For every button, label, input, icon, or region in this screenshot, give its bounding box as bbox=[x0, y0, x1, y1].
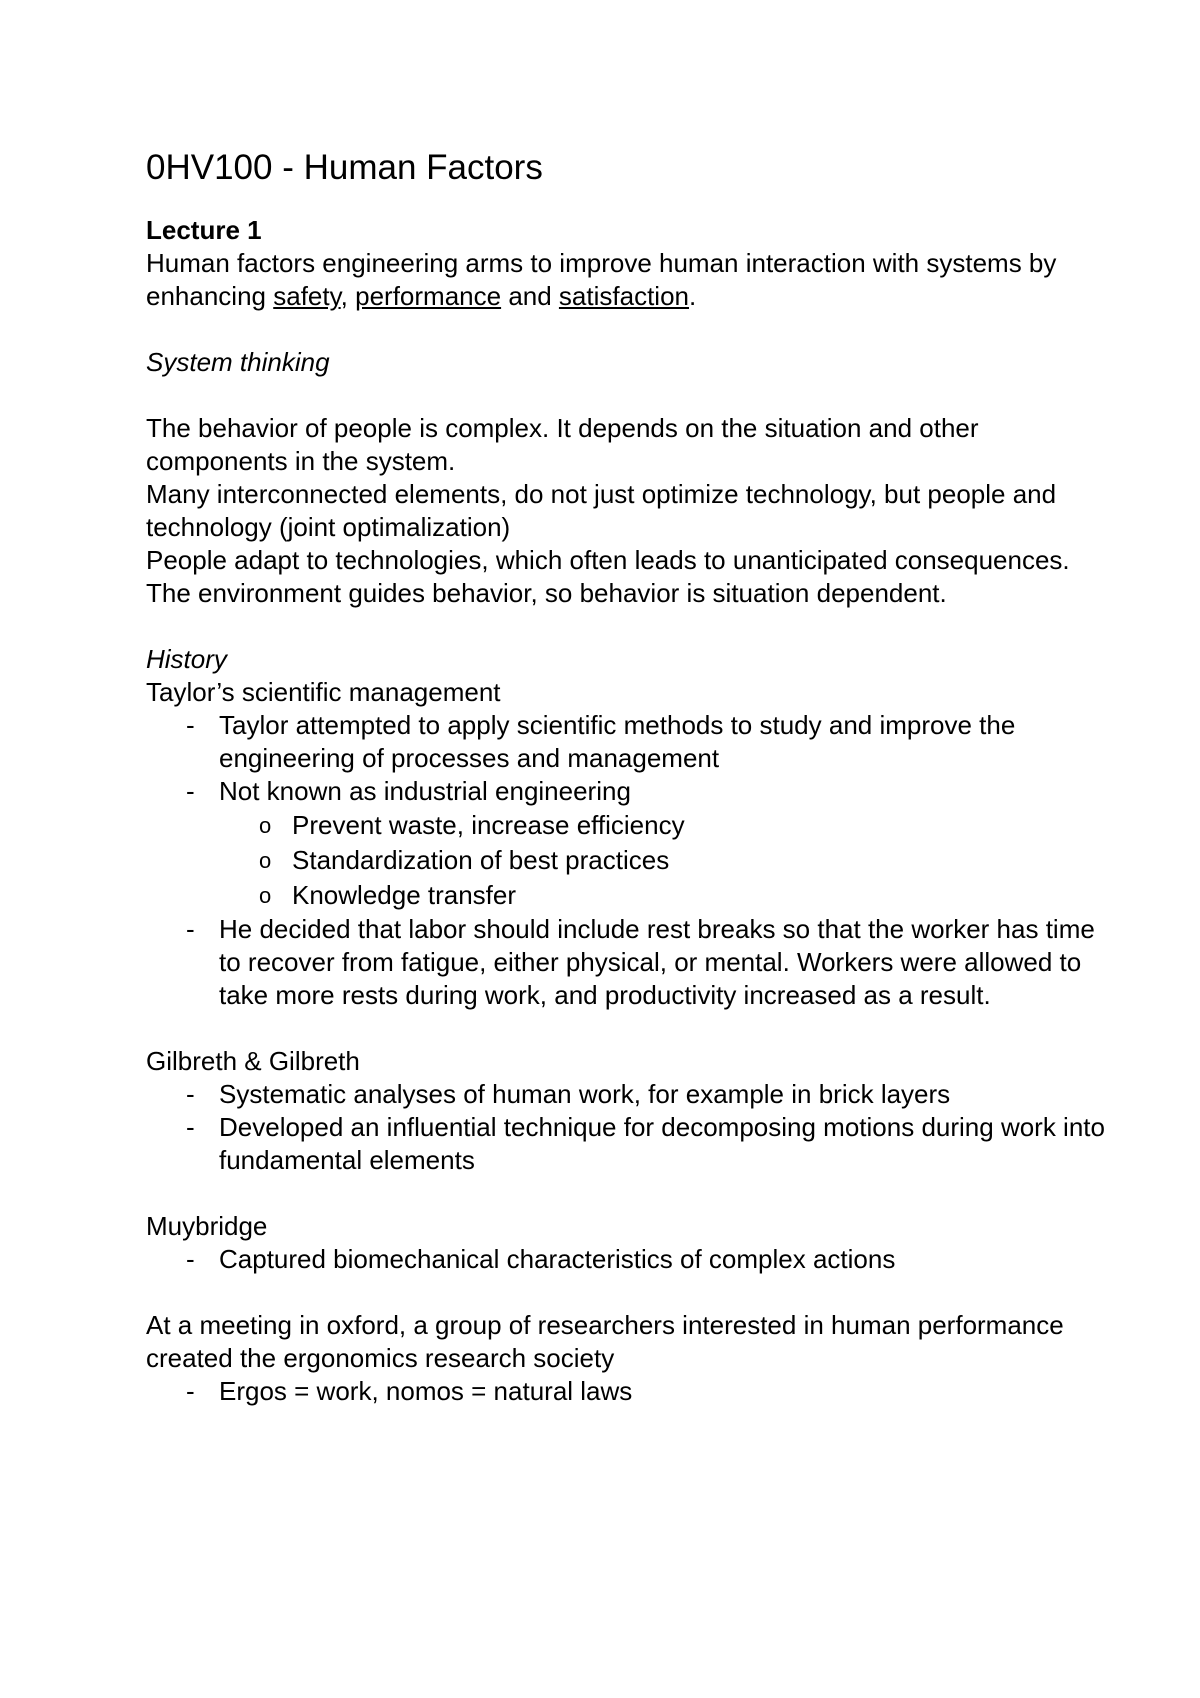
dash-bullet: - bbox=[186, 914, 195, 944]
safety-underlined: safety bbox=[273, 281, 341, 311]
sublist-item bbox=[219, 878, 1106, 913]
dash-bullet: - bbox=[186, 1079, 195, 1109]
list-item bbox=[146, 709, 1106, 775]
document-page bbox=[146, 146, 1106, 1408]
list-item-text: Captured biomechanical characteristics of complex actions bbox=[219, 1244, 896, 1274]
sublist-item-text: Knowledge transfer bbox=[292, 880, 517, 910]
system-thinking-paragraph: Many interconnected elements, do not just optimize technology, but people and technology (joint optimalization) bbox=[146, 479, 1057, 542]
list-item-text: He decided that labor should include rest breaks so that the worker has time to recover from fatigue, either physical, or mental. Workers were allowed to take more rests during work, and productivity increased as a result. bbox=[219, 914, 1095, 1010]
document-title: 0HV100 - Human Factors bbox=[146, 148, 543, 187]
circle-bullet: o bbox=[259, 813, 272, 838]
list-item-text: Systematic analyses of human work, for example in brick layers bbox=[219, 1079, 951, 1109]
list-item-text: Ergos = work, nomos = natural laws bbox=[219, 1376, 633, 1406]
muybridge-heading: Muybridge bbox=[146, 1211, 268, 1241]
taylor-list bbox=[146, 709, 1106, 1012]
intro-text: Human factors engineering arms to improve human interaction with systems by enhancing bbox=[146, 248, 1057, 311]
list-item bbox=[146, 1375, 1106, 1408]
muybridge-list bbox=[146, 1243, 1106, 1276]
sublist-item bbox=[219, 843, 1106, 878]
system-thinking-paragraph: The environment guides behavior, so behavior is situation dependent. bbox=[146, 578, 947, 608]
history-heading: History bbox=[146, 644, 227, 674]
sublist-item bbox=[219, 808, 1106, 843]
oxford-list bbox=[146, 1375, 1106, 1408]
list-item-text: Not known as industrial engineering bbox=[219, 776, 631, 806]
list-item bbox=[146, 1078, 1106, 1111]
performance-underlined: performance bbox=[355, 281, 502, 311]
dash-bullet: - bbox=[186, 710, 195, 740]
satisfaction-underlined: satisfaction bbox=[558, 281, 689, 311]
sublist-item-text: Prevent waste, increase efficiency bbox=[292, 810, 685, 840]
taylor-heading: Taylor’s scientific management bbox=[146, 677, 501, 707]
system-thinking-paragraph: People adapt to technologies, which often leads to unanticipated consequences. bbox=[146, 545, 1070, 575]
intro-and: and bbox=[501, 281, 559, 311]
gilbreth-heading: Gilbreth & Gilbreth bbox=[146, 1046, 360, 1076]
system-thinking-paragraph: The behavior of people is complex. It depends on the situation and other components in the system. bbox=[146, 413, 979, 476]
intro-paragraph bbox=[146, 247, 1106, 313]
sublist-item-text: Standardization of best practices bbox=[292, 845, 670, 875]
list-item-text: Taylor attempted to apply scientific methods to study and improve the engineering of processes and management bbox=[219, 710, 1016, 773]
intro-period: . bbox=[689, 281, 697, 311]
circle-bullet: o bbox=[259, 883, 272, 908]
circle-bullet: o bbox=[259, 848, 272, 873]
list-item bbox=[146, 1111, 1106, 1177]
dash-bullet: - bbox=[186, 776, 195, 806]
dash-bullet: - bbox=[186, 1112, 195, 1142]
gilbreth-list bbox=[146, 1078, 1106, 1177]
list-item bbox=[146, 913, 1106, 1012]
lecture-heading: Lecture 1 bbox=[146, 215, 262, 245]
taylor-sublist bbox=[219, 808, 1106, 913]
list-item-text: Developed an influential technique for decomposing motions during work into fundamental elements bbox=[219, 1112, 1105, 1175]
list-item bbox=[146, 775, 1106, 913]
list-item bbox=[146, 1243, 1106, 1276]
oxford-paragraph: At a meeting in oxford, a group of researchers interested in human performance created the ergonomics research society bbox=[146, 1310, 1064, 1373]
dash-bullet: - bbox=[186, 1376, 195, 1406]
intro-comma: , bbox=[340, 281, 356, 311]
system-thinking-heading: System thinking bbox=[146, 347, 330, 377]
dash-bullet: - bbox=[186, 1244, 195, 1274]
